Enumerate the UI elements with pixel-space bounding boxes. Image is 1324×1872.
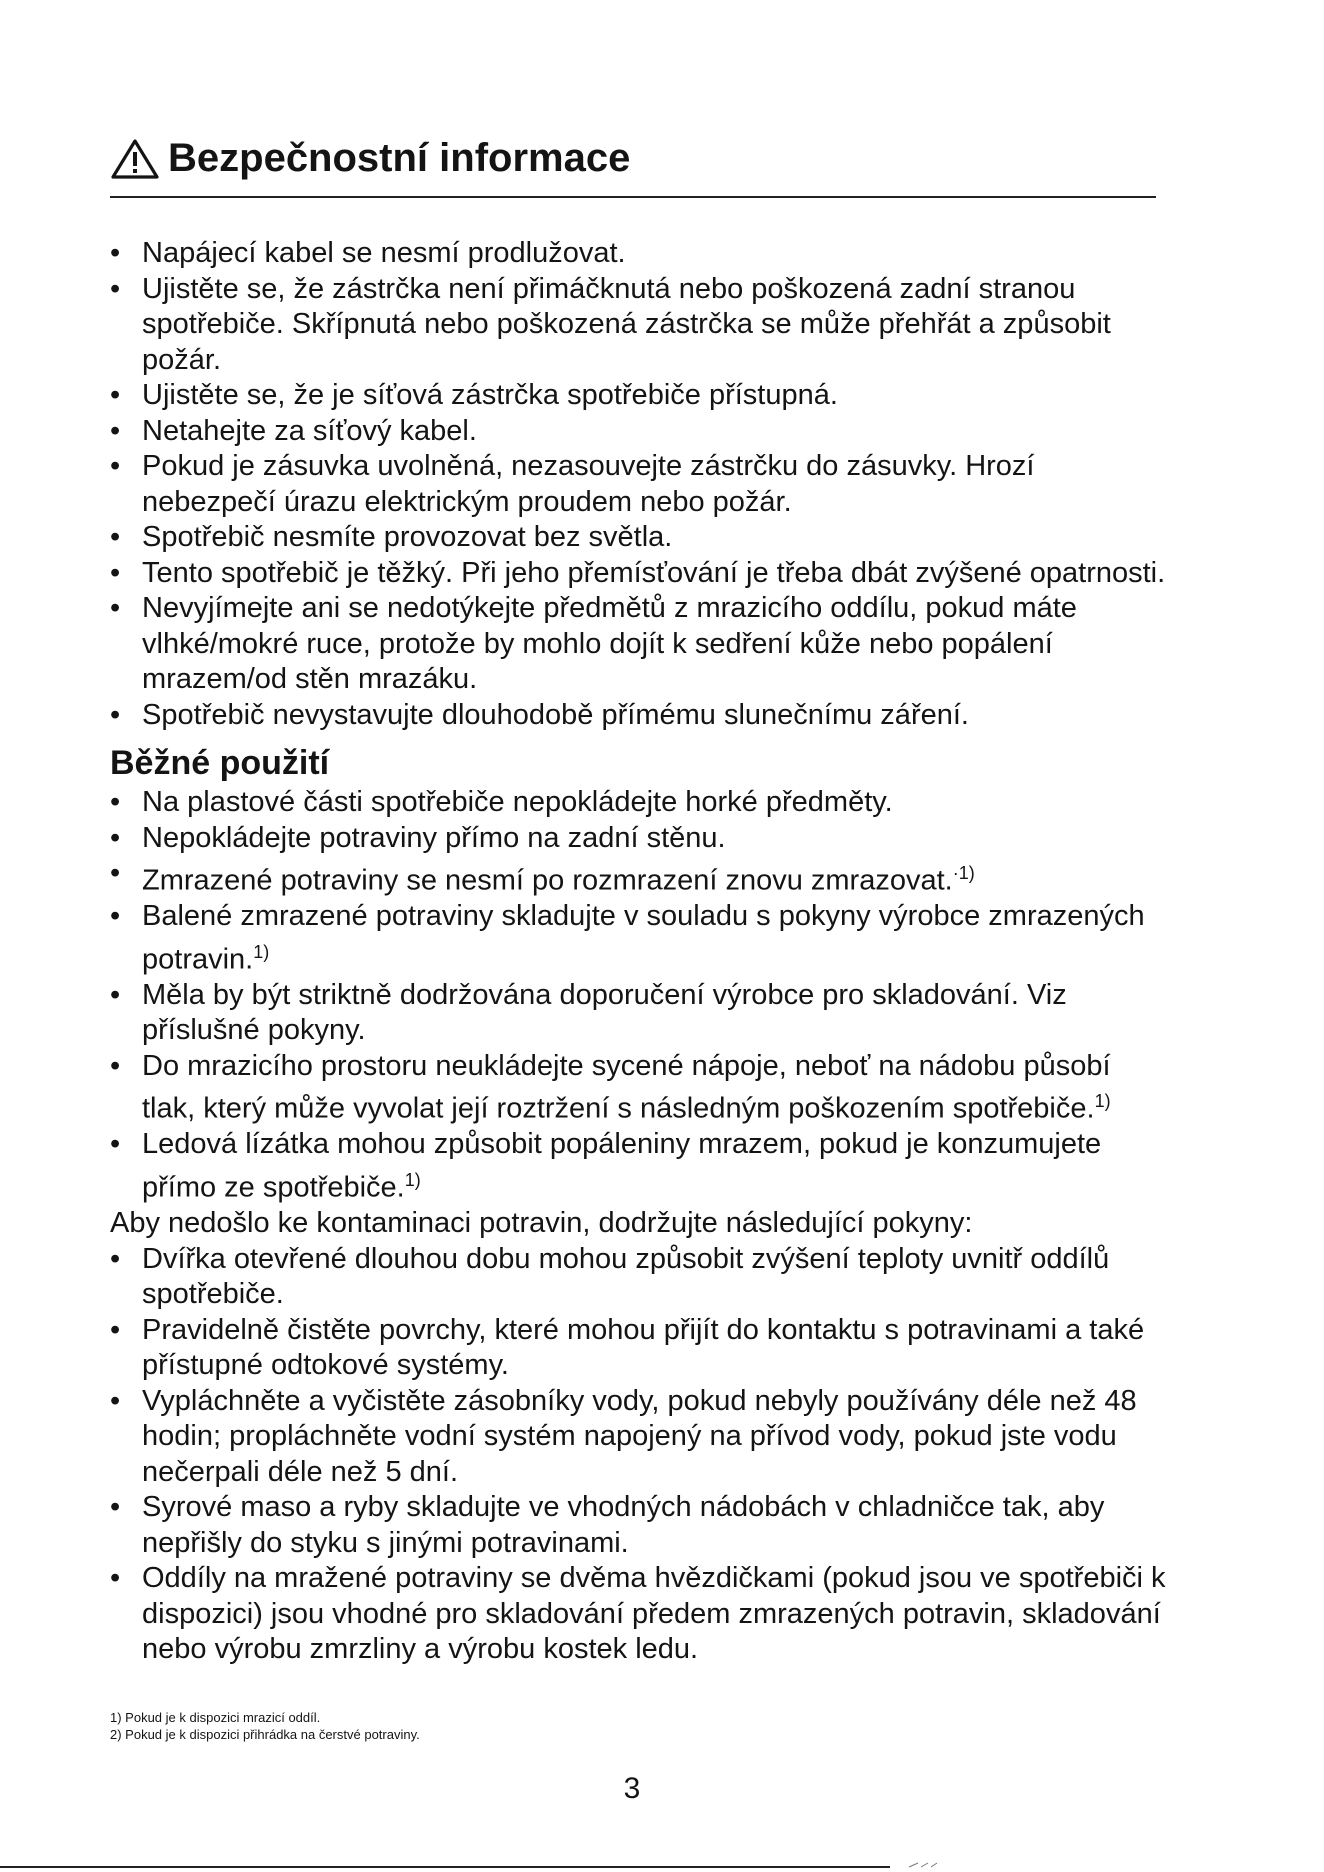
bullet-icon: • bbox=[110, 900, 121, 933]
list-item-text: Pravidelně čistěte povrchy, které mohou přijít do kontaktu s potravinami a také přístupné odtokové systémy. bbox=[142, 1313, 1145, 1382]
warning-triangle-icon bbox=[110, 138, 160, 180]
list-item-text: Tento spotřebič je těžký. Při jeho přemísťování je třeba dbát zvýšené opatrnosti. bbox=[142, 556, 1166, 589]
bottom-divider bbox=[0, 1866, 890, 1868]
section-header bbox=[110, 130, 1146, 192]
crop-mark-icon bbox=[908, 1862, 938, 1868]
list-item-text: Dvířka otevřené dlouhou dobu mohou způsobit zvýšení teploty uvnitř oddílů spotřebiče. bbox=[142, 1242, 1110, 1311]
list-item bbox=[110, 1127, 1170, 1206]
list-item-text: Ledová lízátka mohou způsobit popáleniny mrazem, pokud je konzumujete přímo ze spotřebiče. bbox=[142, 1128, 1102, 1204]
list-item bbox=[110, 272, 1170, 379]
list-item-text: Vypláchněte a vyčistěte zásobníky vody, pokud nebyly používány déle než 48 hodin; propláchněte vodní systém napojený na přívod vody, pokud jste vodu nečerpali déle než 5 dní. bbox=[142, 1384, 1137, 1488]
footnote-ref: 1) bbox=[253, 941, 270, 962]
usage-list bbox=[110, 785, 1170, 1206]
list-item-text: Netahejte za síťový kabel. bbox=[142, 414, 477, 447]
list-item bbox=[110, 978, 1170, 1049]
footnotes bbox=[110, 1709, 420, 1743]
list-item-text: Oddíly na mražené potraviny se dvěma hvězdičkami (pokud jsou ve spotřebiči k dispozici) jsou vhodné pro skladování předem zmrazených potravin, skladování nebo výrobu zmrzliny a výrobu kostek ledu. bbox=[142, 1562, 1166, 1666]
bullet-icon: • bbox=[110, 1562, 121, 1595]
list-item bbox=[110, 520, 1170, 556]
bullet-icon: • bbox=[110, 698, 121, 731]
list-item-text: Napájecí kabel se nesmí prodlužovat. bbox=[142, 237, 626, 269]
bullet-icon: • bbox=[110, 1128, 121, 1161]
list-item bbox=[110, 785, 1170, 821]
bullet-icon: • bbox=[110, 1049, 121, 1082]
list-item-text: Balené zmrazené potraviny skladujte v souladu s pokyny výrobce zmrazených potravin. bbox=[142, 900, 1145, 976]
content-body bbox=[110, 236, 1170, 1668]
bullet-icon: • bbox=[110, 556, 121, 589]
list-item bbox=[110, 899, 1170, 978]
safety-list bbox=[110, 236, 1170, 733]
list-item bbox=[110, 1313, 1170, 1384]
list-item-text: Nevyjímejte ani se nedotýkejte předmětů z mrazicího oddílu, pokud máte vlhké/mokré ruce, protože by mohlo dojít k sedření kůže nebo popálení mrazem/od stěn mrazáku. bbox=[142, 592, 1077, 695]
list-item bbox=[110, 1561, 1170, 1668]
list-item-text: Ujistěte se, že zástrčka není přimáčknutá nebo poškozená zadní stranou spotřebiče. Skřípnutá nebo poškozená zástrčka se může přehřát a způsobit požár. bbox=[142, 272, 1111, 376]
bullet-icon: • bbox=[110, 450, 121, 482]
footnote-ref: 1) bbox=[404, 1169, 421, 1190]
list-item-text: Na plastové části spotřebiče nepokládejte horké předměty. bbox=[142, 786, 893, 818]
list-item bbox=[110, 1490, 1170, 1561]
list-item bbox=[110, 236, 1170, 272]
list-item bbox=[110, 821, 1170, 857]
bullet-icon: • bbox=[110, 592, 121, 624]
title-divider bbox=[110, 196, 1156, 198]
list-item bbox=[110, 591, 1170, 698]
bullet-icon: • bbox=[110, 237, 121, 269]
bullet-icon: • bbox=[110, 857, 121, 889]
list-item bbox=[110, 856, 1170, 899]
footnote-ref: 1) bbox=[1094, 1091, 1111, 1112]
bullet-icon: • bbox=[110, 521, 121, 553]
list-item-text: Nepokládejte potraviny přímo na zadní stěnu. bbox=[142, 821, 726, 854]
page-title: Bezpečnostní informace bbox=[168, 136, 631, 180]
bullet-icon: • bbox=[110, 821, 121, 854]
bullet-icon: • bbox=[110, 1491, 121, 1524]
list-item-text: Spotřebič nevystavujte dlouhodobě přímému slunečnímu záření. bbox=[142, 698, 969, 731]
list-item bbox=[110, 556, 1170, 592]
list-item bbox=[110, 414, 1170, 450]
list-item bbox=[110, 698, 1170, 734]
footnote: 2) Pokud je k dispozici přihrádka na čerstvé potraviny. bbox=[110, 1727, 420, 1742]
bullet-icon: • bbox=[110, 414, 121, 447]
list-item-text: Ujistěte se, že je síťová zástrčka spotřebiče přístupná. bbox=[142, 379, 838, 411]
list-item-text: Měla by být striktně dodržována doporučení výrobce pro skladování. Viz příslušné pokyny. bbox=[142, 978, 1067, 1047]
bullet-icon: • bbox=[110, 379, 121, 411]
list-item bbox=[110, 1049, 1170, 1128]
list-item bbox=[110, 449, 1170, 520]
bullet-icon: • bbox=[110, 272, 121, 305]
list-item bbox=[110, 378, 1170, 414]
contamination-list bbox=[110, 1242, 1170, 1668]
usage-section-title: Běžné použití bbox=[110, 744, 330, 782]
list-item-text: Pokud je zásuvka uvolněná, nezasouvejte zástrčku do zásuvky. Hrozí nebezpečí úrazu elektrickým proudem nebo požár. bbox=[142, 450, 1035, 518]
bullet-icon: • bbox=[110, 1313, 121, 1346]
list-item-text: Spotřebič nesmíte provozovat bez světla. bbox=[142, 521, 673, 553]
bullet-icon: • bbox=[110, 1242, 121, 1275]
list-item bbox=[110, 1384, 1170, 1491]
list-item-text: Syrové maso a ryby skladujte ve vhodných nádobách v chladničce tak, aby nepřišly do styku s jinými potravinami. bbox=[142, 1491, 1105, 1559]
bullet-icon: • bbox=[110, 1384, 121, 1417]
bullet-icon: • bbox=[110, 786, 121, 818]
footnote-ref: ·1) bbox=[952, 863, 975, 883]
list-item bbox=[110, 1242, 1170, 1313]
footnote: 1) Pokud je k dispozici mrazicí oddíl. bbox=[110, 1710, 321, 1725]
bullet-icon: • bbox=[110, 978, 121, 1011]
list-item-text: Zmrazené potraviny se nesmí po rozmrazení znovu zmrazovat. bbox=[142, 864, 953, 897]
contamination-intro: Aby nedošlo ke kontaminaci potravin, dodržujte následující pokyny: bbox=[110, 1207, 973, 1240]
list-item-text: Do mrazicího prostoru neukládejte sycené nápoje, neboť na nádobu působí tlak, který může vyvolat její roztržení s následným poškozením spotřebiče. bbox=[142, 1049, 1111, 1125]
page-number: 3 bbox=[623, 1772, 641, 1805]
